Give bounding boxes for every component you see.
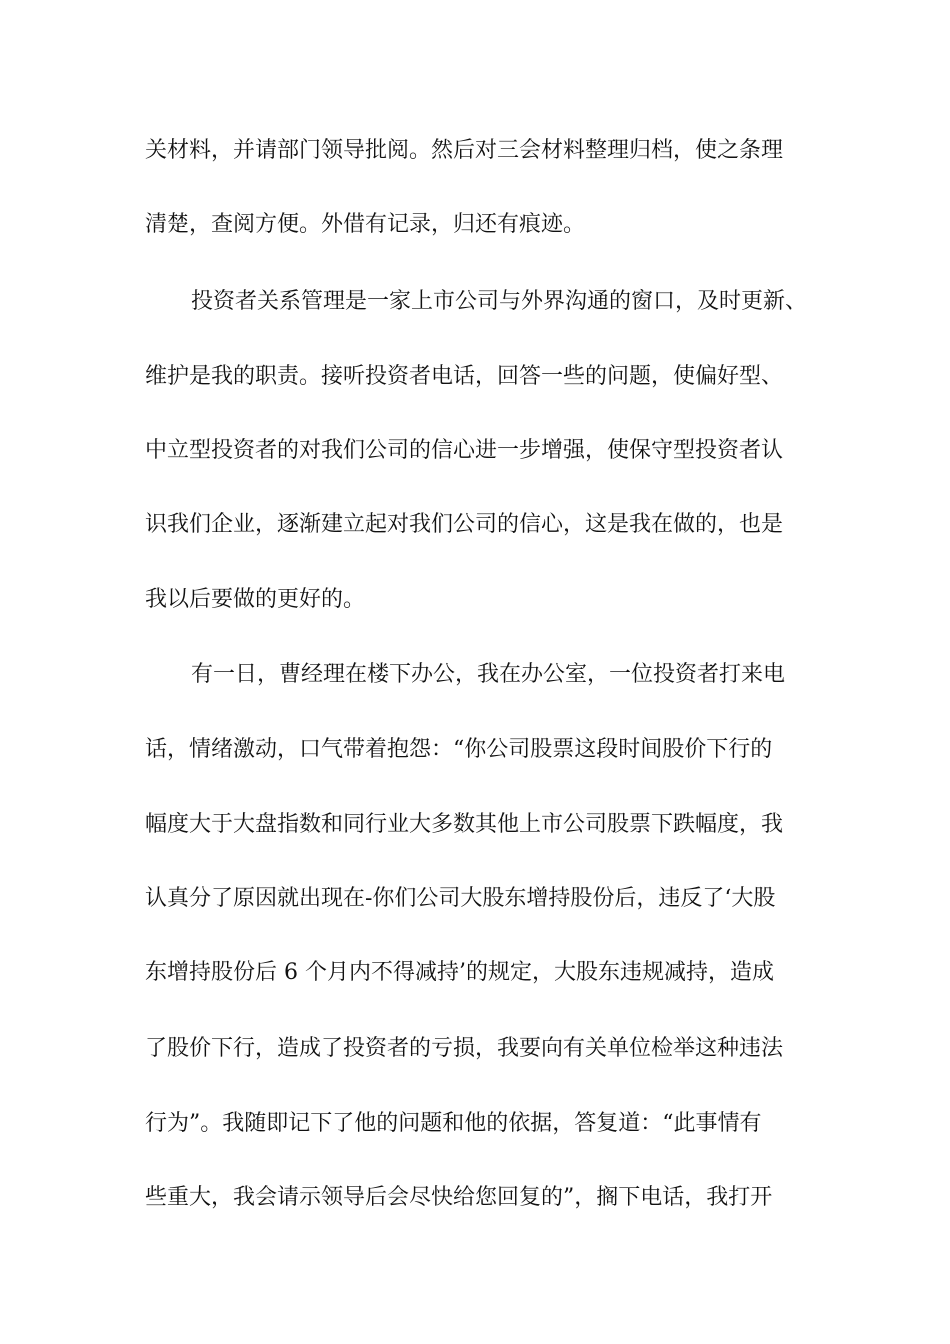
text-line: 清楚，查阅方便。外借有记录，归还有痕迹。 <box>145 212 586 237</box>
text-line: 话，情绪激动，口气带着抱怨：“你公司股票这段时间股价下行的 <box>145 737 773 762</box>
text-line: 些重大，我会请示领导后会尽快给您回复的”，搁下电话，我打开 <box>145 1185 773 1210</box>
text-line: 幅度大于大盘指数和同行业大多数其他上市公司股票下跌幅度，我 <box>145 812 784 837</box>
paragraph-start-line: 投资者关系管理是一家上市公司与外界沟通的窗口，及时更新、 <box>191 289 808 314</box>
text-line: 识我们企业，逐渐建立起对我们公司的信心，这是我在做的，也是 <box>145 512 784 537</box>
text-line: 行为”。我随即记下了他的问题和他的依据，答复道：“此事情有 <box>145 1111 762 1136</box>
text-line: 了股价下行，造成了投资者的亏损，我要向有关单位检举这种违法 <box>145 1036 784 1061</box>
text-line: 关材料，并请部门领导批阅。然后对三会材料整理归档，使之条理 <box>145 138 784 163</box>
text-line: 中立型投资者的对我们公司的信心进一步增强，使保守型投资者认 <box>145 438 784 463</box>
text-line: 维护是我的职责。接听投资者电话，回答一些的问题，使偏好型、 <box>145 364 784 389</box>
text-line: 东增持股份后 6 个月内不得减持’的规定，大股东违规减持，造成 <box>145 960 774 985</box>
paragraph-start-line: 有一日，曹经理在楼下办公，我在办公室，一位投资者打来电 <box>191 662 786 687</box>
text-line: 我以后要做的更好的。 <box>145 587 366 612</box>
text-line: 认真分了原因就出现在-你们公司大股东增持股份后，违反了‘大股 <box>145 886 776 911</box>
